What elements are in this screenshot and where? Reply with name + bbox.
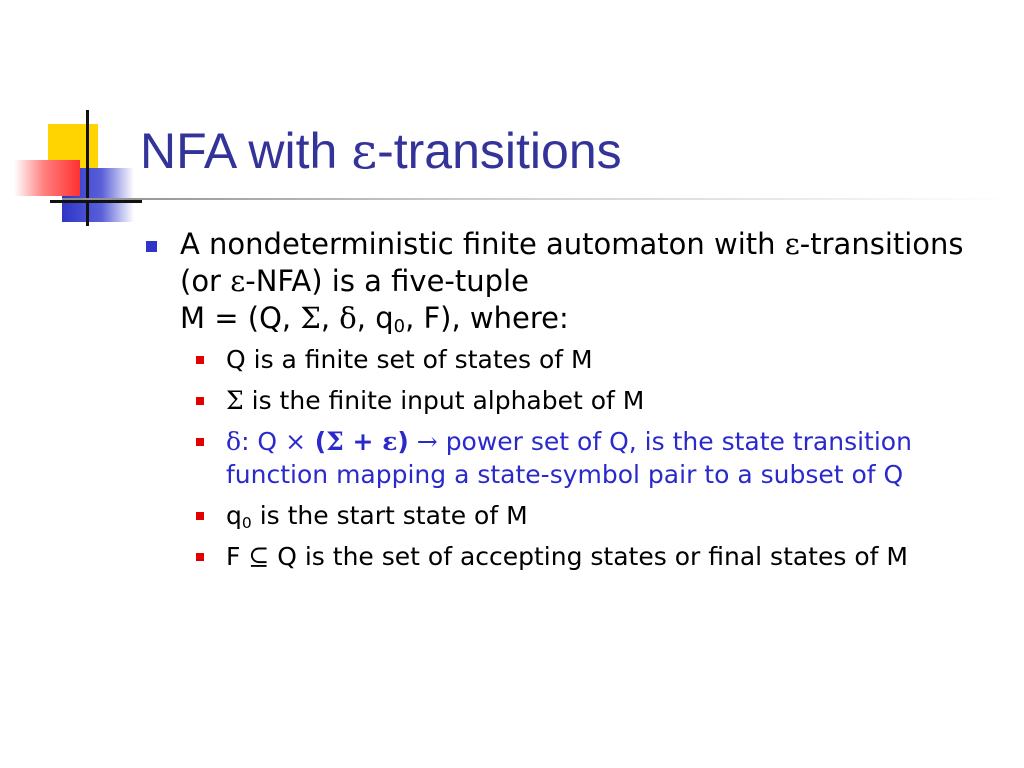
epsilon-symbol: ε — [382, 427, 398, 456]
sub-bullet-text: power set of Q, is the state transition function mapping a state-symbol pair to a subset of Q — [226, 427, 912, 489]
sub-bullet-text: F — [226, 542, 249, 571]
epsilon-symbol: ε — [230, 264, 246, 298]
subscript-zero: 0 — [393, 316, 406, 337]
bullet-marker — [146, 241, 157, 252]
sub-bullet-list — [140, 343, 1000, 573]
sub-bullet-states — [140, 343, 1000, 376]
logo-vertical-line — [86, 110, 89, 226]
title-text-suffix: -transitions — [377, 123, 622, 179]
logo-red-bar — [14, 160, 80, 196]
sub-bullet-text: q — [226, 501, 242, 530]
main-bullet — [140, 226, 1000, 337]
bullet-marker — [196, 512, 204, 520]
sub-bullet-text: is the finite input alphabet of M — [243, 386, 645, 415]
paren-open: ( — [306, 427, 327, 456]
times-symbol: × — [285, 427, 307, 456]
main-bullet-text: -transitions (or — [180, 227, 964, 298]
sigma-symbol: Σ — [326, 427, 344, 456]
sub-bullet-text: is the start state of M — [251, 501, 528, 530]
sub-bullet-alphabet — [140, 384, 1000, 417]
sub-bullet-final-states — [140, 540, 1000, 573]
slide-title — [140, 124, 622, 179]
subscript-zero: 0 — [241, 514, 252, 532]
sub-bullet-text: : Q — [241, 427, 286, 456]
delta-symbol: δ — [226, 427, 242, 456]
sub-bullet-text: Q is the set of accepting states or final states of M — [269, 542, 908, 571]
logo-horizontal-line — [50, 200, 142, 203]
paren-close: ) — [397, 427, 409, 456]
bullet-marker — [196, 553, 204, 561]
sub-bullet-text: Q is a finite set of states of M — [226, 345, 593, 374]
epsilon-symbol: ε — [784, 227, 800, 261]
tuple-text: M = (Q, — [180, 301, 301, 335]
slide-body — [140, 226, 1000, 581]
title-text: NFA with — [140, 123, 352, 179]
sigma-symbol: Σ — [226, 386, 244, 415]
tuple-text: , q — [356, 301, 394, 335]
subset-symbol: ⊆ — [248, 542, 270, 571]
delta-symbol: δ — [339, 301, 357, 335]
main-bullet-text: A nondeterministic finite automaton with — [180, 227, 785, 261]
arrow-symbol: → — [408, 427, 446, 456]
sub-bullet-start-state — [140, 499, 1000, 532]
bullet-marker — [196, 438, 204, 446]
title-divider — [62, 198, 1012, 200]
tuple-text: , F), where: — [405, 301, 569, 335]
sub-bullet-transition-function — [140, 425, 1000, 491]
bullet-marker — [196, 397, 204, 405]
main-bullet-text: -NFA) is a five-tuple — [245, 264, 529, 298]
sigma-symbol: Σ — [300, 301, 321, 335]
bullet-marker — [196, 356, 204, 364]
plus-symbol: + — [343, 427, 383, 456]
title-epsilon: ε — [351, 122, 378, 180]
tuple-text: , — [320, 301, 340, 335]
